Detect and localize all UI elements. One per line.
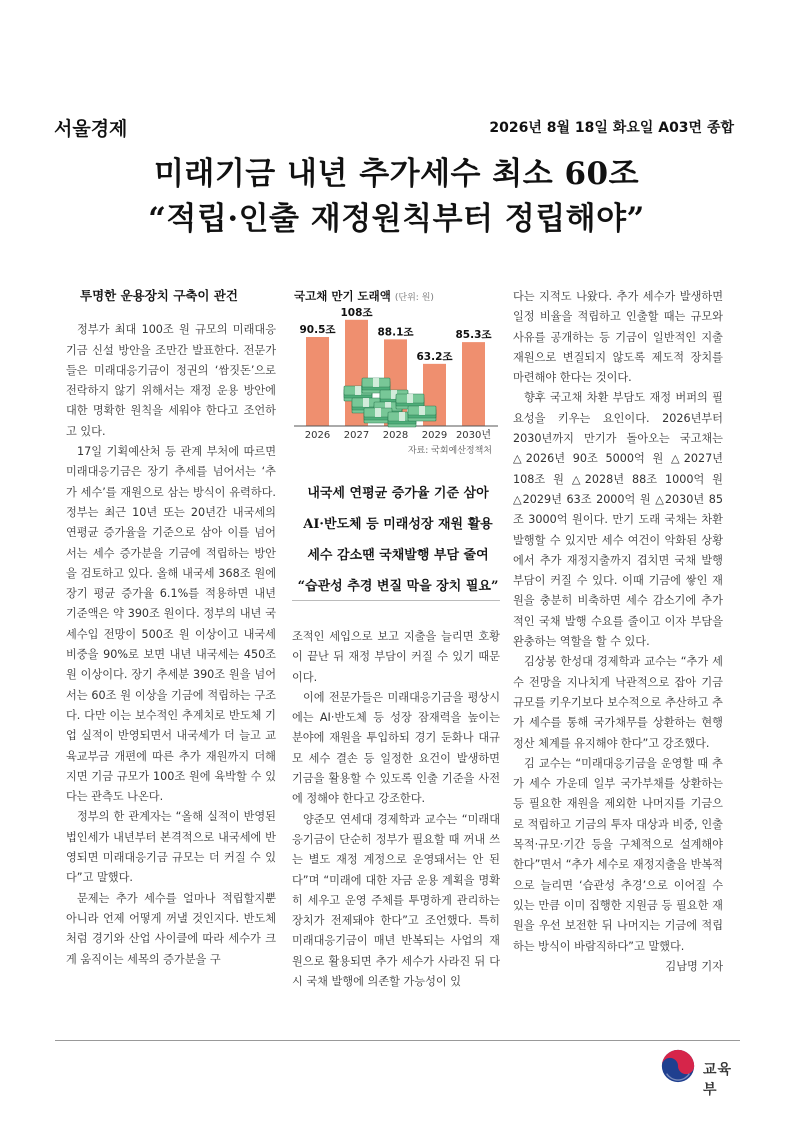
- paragraph: 정부의 한 관계자는 “올해 실적이 반영된 법인세가 내년부터 본격적으로 내국세에 반영되면 미래대응기금 규모는 더 커질 수 있다”고 말했다.: [66, 810, 276, 885]
- paragraph: 김 교수는 “미래대응기금을 운영할 때 추가 세수 가운데 일부 국가부채를 상환하는 등 필요한 재원을 제외한 나머지를 기금으로 적립하고 기금의 투자 대상과 비중, 인출 목적·규모·기간 등을 구체적으로 설계해야 한다”면서 “추가 세수로 재정지출을 반복적으로 늘리면 ‘습관성 추경’으로 이어질 수 있는 만큼 이미 집행한 지원금 등 필요한 재원을 우선 보전한 뒤 나머지는 기금에 적립하는 방식이 바람직하다”고 말했다.: [513, 756, 723, 953]
- ministry-logo: [659, 1047, 743, 1098]
- dateline: 2026년 8월 18일 화요일 A03면 종합: [489, 120, 734, 136]
- chart-data-label: 108조: [340, 306, 373, 319]
- bond-maturity-chart: [292, 288, 500, 458]
- paragraph: 양준모 연세대 경제학과 교수는 “미래대응기금이 단순히 정부가 필요할 때 꺼내 쓰는 별도 재정 계정으로 운영돼서는 안 된다”며 “미래에 대한 자금 운용 계획을 명확히 세우고 운영 주체를 투명하게 관리하는 장치가 전제돼야 한다”고 조언했다. 특히 미래대응기금이 매년 반복되는 사업의 재원으로 활용되면 추가 세수가 사라진 뒤 다시 국채 발행에 의존할 가능성이 있: [292, 812, 500, 989]
- paragraph: 정부가 최대 100조 원 규모의 미래대응기금 신설 방안을 조만간 발표한다. 전문가들은 미래대응기금이 정권의 ‘쌈짓돈’으로 전락하지 않기 위해서는 재정 운용 방안에 대한 명확한 원칙을 세워야 한다고 조언하고 있다.: [66, 323, 276, 438]
- chart-bar: [462, 342, 485, 426]
- byline: 김남명 기자: [665, 959, 723, 973]
- deck-line: 내국세 연평균 증가율 기준 삼아: [307, 486, 489, 501]
- chart-data-label: 63.2조: [416, 350, 453, 363]
- article-column-3: [513, 287, 723, 977]
- chart-tick-label: 2028: [382, 430, 409, 441]
- chart-bar: [306, 337, 329, 426]
- article-column-1: [66, 283, 276, 970]
- paragraph: 김상봉 한성대 경제학과 교수는 “추가 세수 전망을 지나치게 낙관적으로 잡아 기금 규모를 키우기보다 보수적으로 추산하고 추가 세수를 통해 국가채무를 상환하는 현행 정산 체계를 유지해야 한다”고 강조했다.: [513, 655, 723, 750]
- deck-line: 세수 감소땐 국채발행 부담 줄여: [307, 548, 489, 563]
- subheading: 투명한 운용장치 구축이 관건: [80, 288, 238, 303]
- chart-data-label: 90.5조: [299, 324, 336, 337]
- headline-line-2: “적립·인출 재정원칙부터 정립해야”: [148, 201, 645, 237]
- headline-line-1: 미래기금 내년 추가세수 최소 60조: [153, 156, 640, 192]
- article-column-2: [292, 627, 500, 992]
- footer-divider: [55, 1040, 740, 1041]
- masthead: [54, 114, 734, 140]
- paragraph: 이에 전문가들은 미래대응기금을 평상시에는 AI·반도체 등 성장 잠재력을 높이는 분야에 재원을 투입하되 경기 둔화나 대규모 세수 결손 등 일정한 요건이 발생하면 기금을 활용할 수 있도록 인출 기준을 사전에 정해야 한다고 강조한다.: [292, 690, 500, 806]
- deck-line: AI·반도체 등 미래성장 재원 활용: [303, 517, 493, 532]
- deck-summary: [292, 478, 504, 602]
- chart-unit: (단위: 원): [394, 293, 434, 303]
- chart-tick-label: 2029: [421, 430, 448, 441]
- paragraph: 문제는 추가 세수를 얼마나 적립할지뿐 아니라 언제 어떻게 꺼낼 것인지다. 반도체처럼 경기와 산업 사이클에 따라 세수가 크게 움직이는 세목의 증가분을 구: [66, 891, 276, 966]
- chart-plot: [292, 288, 500, 443]
- deck-line: “습관성 추경 변질 막을 장치 필요”: [297, 579, 499, 594]
- paragraph: 17일 기획예산처 등 관계 부처에 따르면 미래대응기금은 장기 추세를 넘어서는 ‘추가 세수’를 재원으로 삼는 방식이 유력하다. 정부는 최근 10년 또는 20년간 내국세의 연평균 증가율을 기준으로 삼아 이를 넘어서는 세수 증가분을 기금에 적립하는 방안을 검토하고 있다. 올해 내국세 368조 원에 장기 평균 증가율 6.1%를 적용하면 내년 기준액은 약 390조 원이다. 정부의 내년 국세수입 전망이 500조 원 이상이고 내국세 비중을 90%로 보면 내년 내국세는 450조 원 이상이다. 장기 추세분 390조 원을 넘어서는 60조 원 이상을 기금에 적립하는 구조다. 다만 이는 보수적인 추계치로 반도체 기업 실적이 반영되면서 내국세가 더 늘고 교육교부금 개편에 따른 추가 재원까지 더해지면 기금 규모가 100조 원에 육박할 수 있다는 관측도 나온다.: [66, 445, 276, 804]
- paragraph: 조적인 세입으로 보고 지출을 늘리면 호황이 끝난 뒤 재정 부담이 커질 수 있기 때문이다.: [292, 630, 500, 684]
- deck-divider: [292, 600, 500, 601]
- chart-data-label: 85.3조: [455, 329, 492, 342]
- chart-title: 국고채 만기 도래액 (단위: 원): [294, 289, 434, 303]
- chart-tick-label: 2027: [343, 430, 370, 441]
- paragraph: 향후 국고채 차환 부담도 재정 버퍼의 필요성을 키우는 요인이다. 2026년부터 2030년까지 만기가 돌아오는 국고채는 △2026년 90조 5000억 원 △2027년 108조 원 △2028년 88조 1000억 원 △2029년 63조 2000억 원 △2030년 85조 3000억 원이다. 만기 도래 국채는 차환 발행할 수 있지만 세수 여건이 악화된 상황에서 추가 재정지출까지 겹치면 국채 발행 부담이 커질 수 있다. 이때 기금에 쌓인 재원을 충분히 비축하면 세수 감소기에 추가적인 국채 발행 수요를 줄이고 이자 부담을 완충하는 역할을 할 수 있다.: [513, 391, 723, 649]
- paragraph: 다는 지적도 나왔다. 추가 세수가 발생하면 일정 비율을 적립하고 인출할 때는 규모와 사유를 공개하는 등 기금이 일반적인 지출 재원으로 변질되지 않도록 제도적 장치를 마련해야 한다는 것이다.: [513, 290, 723, 385]
- ministry-name: 교육부: [703, 1062, 733, 1098]
- chart-source: 자료: 국회예산정책처: [407, 446, 492, 456]
- newspaper-name: 서울경제: [54, 118, 128, 140]
- chart-tick-label: 2026: [304, 430, 331, 441]
- chart-data-label: 88.1조: [377, 326, 414, 339]
- chart-tick-label: 2030년: [455, 430, 492, 441]
- taegeuk-emblem-icon: [659, 1047, 697, 1085]
